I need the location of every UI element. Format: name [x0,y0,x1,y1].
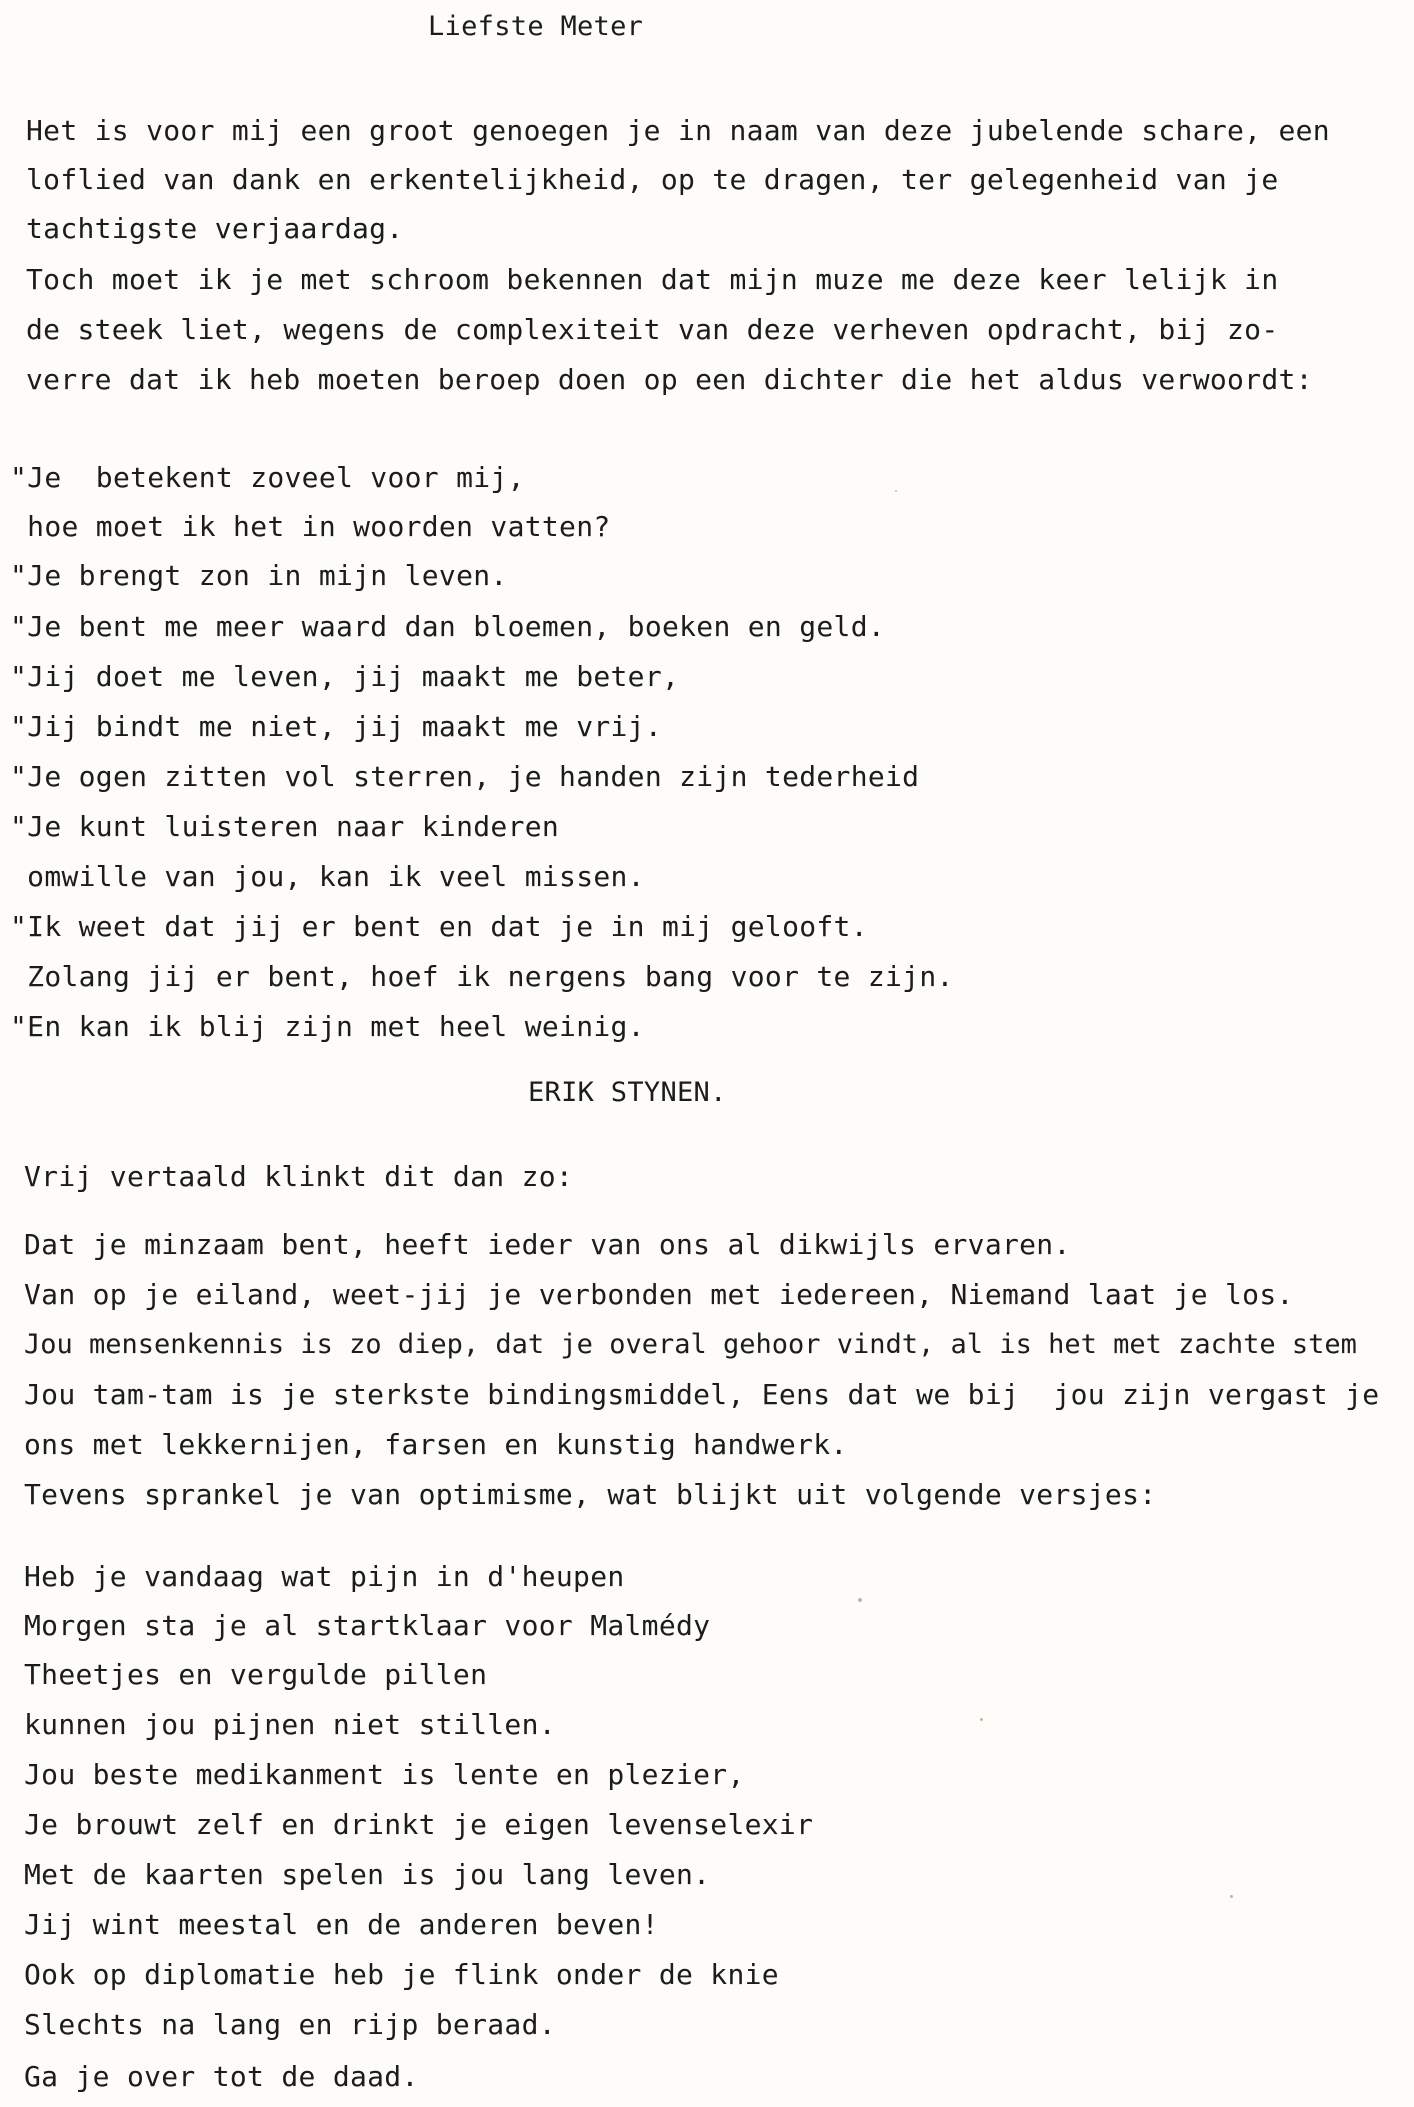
paragraph-line: Dat je minzaam bent, heeft ieder van ons al dikwijls ervaren. [24,1228,1071,1261]
poem-line: "Je betekent zoveel voor mij, [10,461,525,494]
intro-line: verre dat ik heb moeten beroep doen op een dichter die het aldus verwoordt: [26,363,1313,396]
verse-line: Heb je vandaag wat pijn in d'heupen [24,1560,625,1593]
poem-line: hoe moet ik het in woorden vatten? [10,510,611,543]
paragraph-line: Van op je eiland, weet-jij je verbonden met iedereen, Niemand laat je los. [24,1278,1294,1311]
verse-line: Ook op diplomatie heb je flink onder de knie [24,1958,779,1991]
poem-line: "En kan ik blij zijn met heel weinig. [10,1010,645,1043]
poem-line: "Je ogen zitten vol sterren, je handen zijn tederheid [10,760,920,793]
paper-speck [895,490,897,492]
intro-line: tachtigste verjaardag. [26,212,404,245]
poem-line: "Je kunt luisteren naar kinderen [10,810,560,843]
verse-line: Je brouwt zelf en drinkt je eigen levenselexir [24,1808,814,1841]
intro-line: loflied van dank en erkentelijkheid, op te dragen, ter gelegenheid van je [26,163,1279,196]
verse-line: Theetjes en vergulde pillen [24,1658,488,1691]
poem-line: Zolang jij er bent, hoef ik nergens bang voor te zijn. [10,960,954,993]
paper-speck [980,1718,983,1721]
paragraph-line: Jou mensenkennis is zo diep, dat je overal gehoor vindt, al is het met zachte stem [24,1329,1357,1360]
verse-line: Morgen sta je al startklaar voor Malmédy [24,1609,711,1642]
paragraph-line: Tevens sprankel je van optimisme, wat blijkt uit volgende versjes: [24,1478,1157,1511]
letter-title: Liefste Meter [428,11,644,42]
poem-line: "Jij bindt me niet, jij maakt me vrij. [10,710,662,743]
poem-line: "Jij doet me leven, jij maakt me beter, [10,660,680,693]
verse-line: Jou beste medikanment is lente en plezier, [24,1758,745,1791]
verse-line: Ga je over tot de daad. [24,2060,419,2093]
translation-intro: Vrij vertaald klinkt dit dan zo: [24,1160,574,1193]
intro-line: Het is voor mij een groot genoegen je in naam van deze jubelende schare, een [26,114,1330,147]
paragraph-line: ons met lekkernijen, farsen en kunstig handwerk. [24,1428,848,1461]
verse-line: Jij wint meestal en de anderen beven! [24,1908,659,1941]
paper-speck [1230,1895,1233,1898]
paragraph-line: Jou tam-tam is je sterkste bindingsmiddel, Eens dat we bij jou zijn vergast je [24,1378,1380,1411]
poem-line: omwille van jou, kan ik veel missen. [10,860,645,893]
poem-line: "Ik weet dat jij er bent en dat je in mij gelooft. [10,910,868,943]
verse-line: Met de kaarten spelen is jou lang leven. [24,1858,711,1891]
poem-line: "Je brengt zon in mijn leven. [10,559,508,592]
intro-line: de steek liet, wegens de complexiteit van deze verheven opdracht, bij zo- [26,313,1279,346]
poem-author: ERIK STYNEN. [528,1077,727,1108]
intro-line: Toch moet ik je met schroom bekennen dat mijn muze me deze keer lelijk in [26,263,1279,296]
verse-line: Slechts na lang en rijp beraad. [24,2008,556,2041]
verse-line: kunnen jou pijnen niet stillen. [24,1708,556,1741]
paper-speck [858,1598,862,1602]
poem-line: "Je bent me meer waard dan bloemen, boeken en geld. [10,610,886,643]
